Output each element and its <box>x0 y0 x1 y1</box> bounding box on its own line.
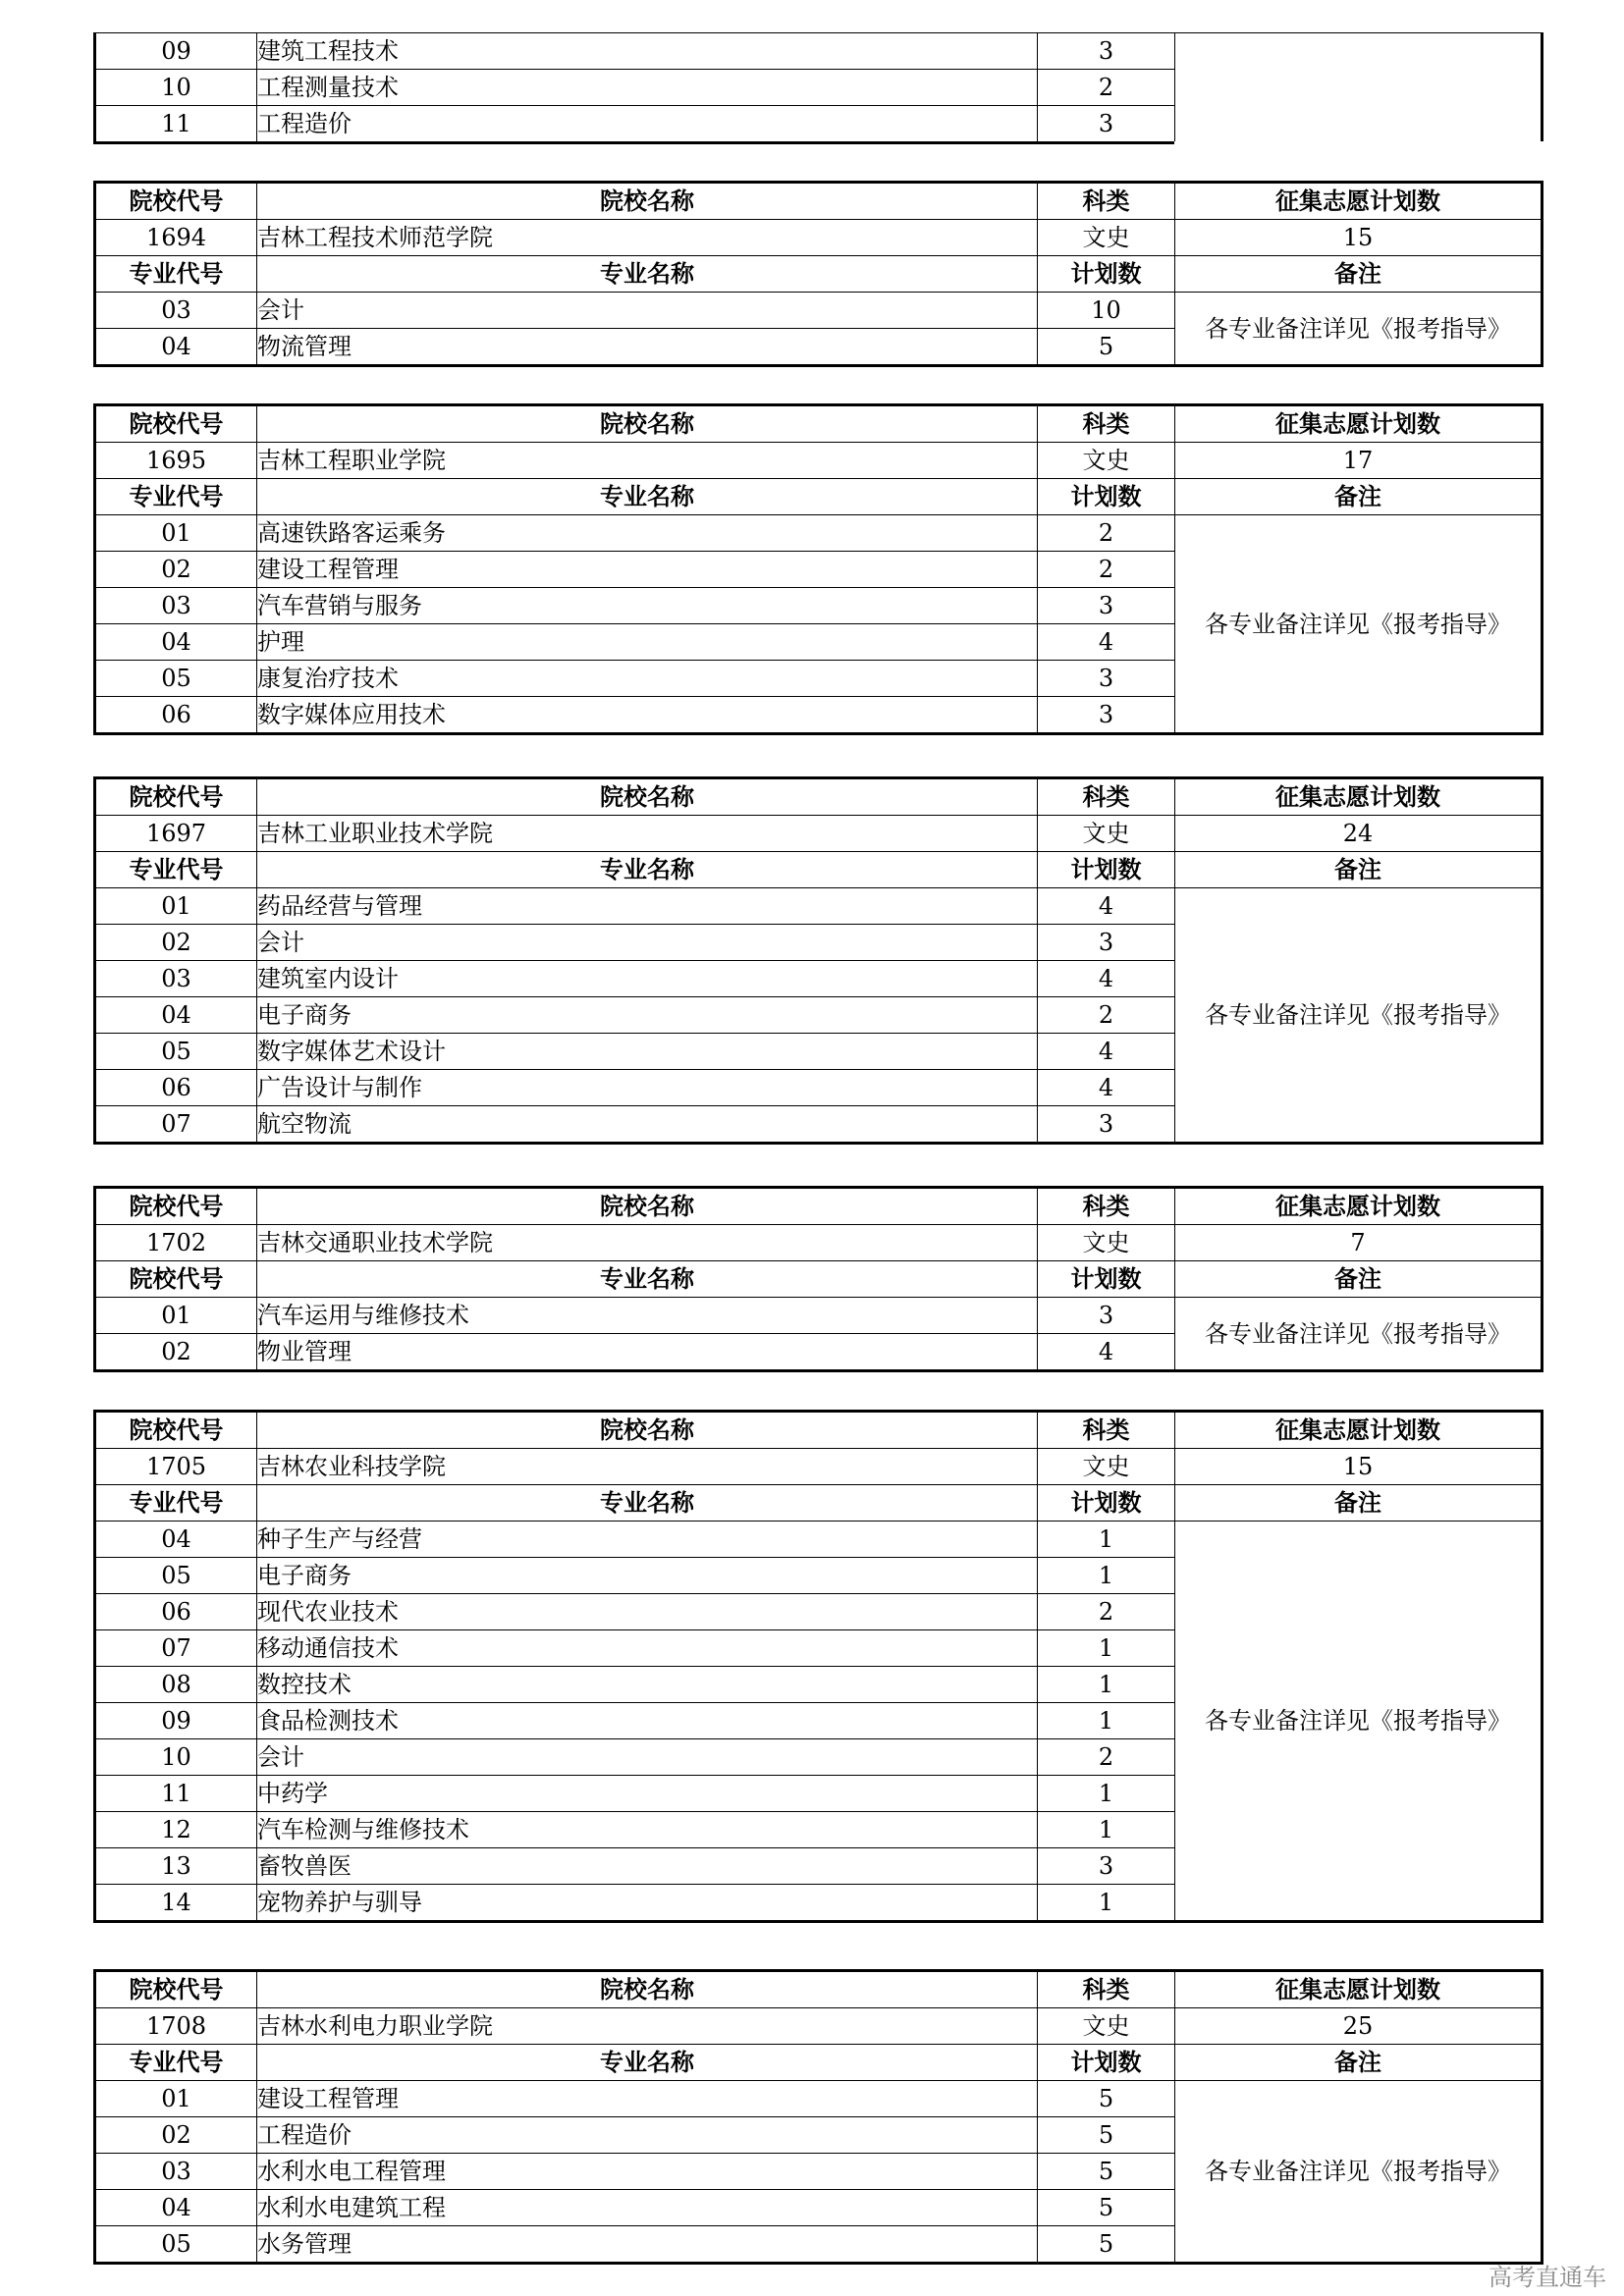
major-code: 07 <box>95 1106 257 1144</box>
major-header-row <box>95 2045 1543 2081</box>
major-plan: 1 <box>1038 1812 1175 1848</box>
major-name: 水务管理 <box>257 2226 1038 2264</box>
school-quota: 15 <box>1175 220 1543 256</box>
continuation-table <box>93 32 1543 144</box>
quota-header: 征集志愿计划数 <box>1175 1971 1543 2008</box>
school-name: 吉林水利电力职业学院 <box>257 2008 1038 2045</box>
major-code: 04 <box>95 997 257 1034</box>
major-code: 01 <box>95 888 257 925</box>
major-name: 种子生产与经营 <box>257 1522 1038 1558</box>
school-code: 1697 <box>95 816 257 852</box>
major-plan: 1 <box>1038 1558 1175 1594</box>
major-name: 数字媒体应用技术 <box>257 697 1038 734</box>
major-name: 会计 <box>257 293 1038 329</box>
major-name-header: 专业名称 <box>257 852 1038 888</box>
school-name-header: 院校名称 <box>257 183 1038 220</box>
major-name: 水利水电工程管理 <box>257 2154 1038 2190</box>
watermark: 高考直通车 <box>1489 2264 1606 2291</box>
major-name: 建筑工程技术 <box>257 33 1038 70</box>
school-code: 1708 <box>95 2008 257 2045</box>
major-code-header: 专业代号 <box>95 852 257 888</box>
school-name-header: 院校名称 <box>257 1971 1038 2008</box>
major-code-header: 院校代号 <box>95 1261 257 1298</box>
school-table <box>93 1969 1543 2265</box>
major-plan: 3 <box>1038 925 1175 961</box>
major-name: 航空物流 <box>257 1106 1038 1144</box>
major-name-header: 专业名称 <box>257 479 1038 515</box>
school-quota: 15 <box>1175 1449 1543 1485</box>
major-name: 电子商务 <box>257 997 1038 1034</box>
major-code: 02 <box>95 2117 257 2154</box>
major-name: 工程测量技术 <box>257 70 1038 106</box>
remark-header: 备注 <box>1175 479 1543 515</box>
major-code: 06 <box>95 1070 257 1106</box>
major-code: 10 <box>95 70 257 106</box>
major-name: 建设工程管理 <box>257 2081 1038 2117</box>
major-header-row <box>95 256 1543 293</box>
major-code: 08 <box>95 1667 257 1703</box>
quota-header: 征集志愿计划数 <box>1175 405 1543 443</box>
school-name: 吉林工业职业技术学院 <box>257 816 1038 852</box>
major-code: 02 <box>95 1334 257 1371</box>
category-header: 科类 <box>1038 1971 1175 2008</box>
plan-header: 计划数 <box>1038 479 1175 515</box>
major-code: 01 <box>95 1298 257 1334</box>
major-row <box>95 33 1543 70</box>
school-category: 文史 <box>1038 816 1175 852</box>
major-code: 05 <box>95 1558 257 1594</box>
major-code: 04 <box>95 2190 257 2226</box>
major-plan: 3 <box>1038 33 1175 70</box>
school-name-header: 院校名称 <box>257 405 1038 443</box>
school-name-header: 院校名称 <box>257 778 1038 816</box>
school-info-row <box>95 2008 1543 2045</box>
quota-header: 征集志愿计划数 <box>1175 778 1543 816</box>
major-code: 02 <box>95 925 257 961</box>
school-name: 吉林农业科技学院 <box>257 1449 1038 1485</box>
school-info-row <box>95 443 1543 479</box>
major-plan: 2 <box>1038 515 1175 552</box>
major-row <box>95 1298 1543 1334</box>
major-name: 水利水电建筑工程 <box>257 2190 1038 2226</box>
school-header-row <box>95 1188 1543 1225</box>
school-name: 吉林工程职业学院 <box>257 443 1038 479</box>
major-code: 05 <box>95 661 257 697</box>
major-plan: 1 <box>1038 1885 1175 1922</box>
plan-header: 计划数 <box>1038 852 1175 888</box>
major-plan: 5 <box>1038 2226 1175 2264</box>
major-code: 05 <box>95 1034 257 1070</box>
major-name: 宠物养护与驯导 <box>257 1885 1038 1922</box>
plan-header: 计划数 <box>1038 2045 1175 2081</box>
major-header-row <box>95 852 1543 888</box>
school-quota: 7 <box>1175 1225 1543 1261</box>
quota-header: 征集志愿计划数 <box>1175 183 1543 220</box>
school-quota: 24 <box>1175 816 1543 852</box>
major-code: 06 <box>95 697 257 734</box>
major-plan: 2 <box>1038 997 1175 1034</box>
major-code: 05 <box>95 2226 257 2264</box>
school-code-header: 院校代号 <box>95 183 257 220</box>
major-plan: 3 <box>1038 1848 1175 1885</box>
major-name-header: 专业名称 <box>257 1261 1038 1298</box>
school-info-row <box>95 816 1543 852</box>
school-header-row <box>95 1412 1543 1449</box>
school-category: 文史 <box>1038 1449 1175 1485</box>
major-code-header: 专业代号 <box>95 256 257 293</box>
plan-header: 计划数 <box>1038 1485 1175 1522</box>
major-name: 数控技术 <box>257 1667 1038 1703</box>
remark-header: 备注 <box>1175 852 1543 888</box>
major-plan: 2 <box>1038 552 1175 588</box>
school-table <box>93 181 1543 367</box>
major-name: 会计 <box>257 925 1038 961</box>
school-category: 文史 <box>1038 2008 1175 2045</box>
major-row <box>95 888 1543 925</box>
major-plan: 1 <box>1038 1703 1175 1739</box>
remark-cell <box>1175 33 1543 143</box>
major-name: 移动通信技术 <box>257 1630 1038 1667</box>
major-name: 汽车运用与维修技术 <box>257 1298 1038 1334</box>
school-code-header: 院校代号 <box>95 1412 257 1449</box>
school-name-header: 院校名称 <box>257 1412 1038 1449</box>
school-header-row <box>95 1971 1543 2008</box>
school-category: 文史 <box>1038 220 1175 256</box>
major-code-header: 专业代号 <box>95 479 257 515</box>
major-plan: 4 <box>1038 624 1175 661</box>
major-row <box>95 1522 1543 1558</box>
school-table <box>93 776 1543 1145</box>
major-plan: 2 <box>1038 70 1175 106</box>
remark-text: 各专业备注详见《报考指导》 <box>1175 1522 1543 1922</box>
remark-text: 各专业备注详见《报考指导》 <box>1175 888 1543 1144</box>
major-plan: 3 <box>1038 588 1175 624</box>
category-header: 科类 <box>1038 1412 1175 1449</box>
category-header: 科类 <box>1038 778 1175 816</box>
major-name: 物流管理 <box>257 329 1038 366</box>
major-code: 02 <box>95 552 257 588</box>
major-code: 09 <box>95 33 257 70</box>
school-category: 文史 <box>1038 1225 1175 1261</box>
major-plan: 3 <box>1038 1298 1175 1334</box>
major-plan: 1 <box>1038 1630 1175 1667</box>
major-name-header: 专业名称 <box>257 1485 1038 1522</box>
quota-header: 征集志愿计划数 <box>1175 1188 1543 1225</box>
major-name: 护理 <box>257 624 1038 661</box>
major-code: 11 <box>95 106 257 143</box>
major-name: 药品经营与管理 <box>257 888 1038 925</box>
school-quota: 17 <box>1175 443 1543 479</box>
major-code: 12 <box>95 1812 257 1848</box>
major-name: 建设工程管理 <box>257 552 1038 588</box>
major-name: 中药学 <box>257 1776 1038 1812</box>
major-plan: 4 <box>1038 961 1175 997</box>
major-code: 13 <box>95 1848 257 1885</box>
quota-header: 征集志愿计划数 <box>1175 1412 1543 1449</box>
remark-header: 备注 <box>1175 2045 1543 2081</box>
major-code-header: 专业代号 <box>95 2045 257 2081</box>
category-header: 科类 <box>1038 1188 1175 1225</box>
major-row <box>95 293 1543 329</box>
school-quota: 25 <box>1175 2008 1543 2045</box>
major-code: 09 <box>95 1703 257 1739</box>
school-info-row <box>95 1225 1543 1261</box>
remark-header: 备注 <box>1175 1485 1543 1522</box>
major-code: 01 <box>95 515 257 552</box>
school-table <box>93 1410 1543 1923</box>
major-code: 10 <box>95 1739 257 1776</box>
major-plan: 5 <box>1038 2117 1175 2154</box>
school-info-row <box>95 1449 1543 1485</box>
major-code-header: 专业代号 <box>95 1485 257 1522</box>
major-plan: 5 <box>1038 2154 1175 2190</box>
school-code: 1694 <box>95 220 257 256</box>
school-header-row <box>95 778 1543 816</box>
remark-text: 各专业备注详见《报考指导》 <box>1175 293 1543 366</box>
school-info-row <box>95 220 1543 256</box>
major-header-row <box>95 479 1543 515</box>
major-plan: 3 <box>1038 697 1175 734</box>
major-header-row <box>95 1261 1543 1298</box>
major-code: 03 <box>95 2154 257 2190</box>
major-code: 03 <box>95 293 257 329</box>
major-code: 06 <box>95 1594 257 1630</box>
remark-text: 各专业备注详见《报考指导》 <box>1175 515 1543 734</box>
major-plan: 1 <box>1038 1667 1175 1703</box>
school-table <box>93 1186 1543 1372</box>
major-row <box>95 2081 1543 2117</box>
remark-text: 各专业备注详见《报考指导》 <box>1175 1298 1543 1371</box>
school-table <box>93 403 1543 735</box>
major-name: 会计 <box>257 1739 1038 1776</box>
major-plan: 2 <box>1038 1594 1175 1630</box>
major-plan: 10 <box>1038 293 1175 329</box>
major-code: 04 <box>95 624 257 661</box>
remark-header: 备注 <box>1175 256 1543 293</box>
school-code: 1695 <box>95 443 257 479</box>
school-header-row <box>95 183 1543 220</box>
major-name: 现代农业技术 <box>257 1594 1038 1630</box>
major-name: 食品检测技术 <box>257 1703 1038 1739</box>
major-name: 工程造价 <box>257 2117 1038 2154</box>
major-name: 汽车营销与服务 <box>257 588 1038 624</box>
major-plan: 4 <box>1038 1334 1175 1371</box>
major-plan: 1 <box>1038 1776 1175 1812</box>
major-name: 康复治疗技术 <box>257 661 1038 697</box>
major-plan: 3 <box>1038 106 1175 143</box>
major-code: 04 <box>95 329 257 366</box>
major-name: 电子商务 <box>257 1558 1038 1594</box>
major-name-header: 专业名称 <box>257 256 1038 293</box>
major-name: 高速铁路客运乘务 <box>257 515 1038 552</box>
category-header: 科类 <box>1038 183 1175 220</box>
school-name-header: 院校名称 <box>257 1188 1038 1225</box>
major-code: 03 <box>95 588 257 624</box>
major-code: 11 <box>95 1776 257 1812</box>
school-name: 吉林交通职业技术学院 <box>257 1225 1038 1261</box>
major-plan: 5 <box>1038 329 1175 366</box>
major-name: 数字媒体艺术设计 <box>257 1034 1038 1070</box>
major-plan: 4 <box>1038 1034 1175 1070</box>
school-code-header: 院校代号 <box>95 405 257 443</box>
major-name: 畜牧兽医 <box>257 1848 1038 1885</box>
school-header-row <box>95 405 1543 443</box>
major-name-header: 专业名称 <box>257 2045 1038 2081</box>
school-category: 文史 <box>1038 443 1175 479</box>
major-row <box>95 515 1543 552</box>
major-plan: 5 <box>1038 2190 1175 2226</box>
major-plan: 3 <box>1038 1106 1175 1144</box>
major-name: 汽车检测与维修技术 <box>257 1812 1038 1848</box>
major-name: 物业管理 <box>257 1334 1038 1371</box>
major-plan: 4 <box>1038 888 1175 925</box>
school-code: 1702 <box>95 1225 257 1261</box>
remark-text: 各专业备注详见《报考指导》 <box>1175 2081 1543 2264</box>
major-name: 广告设计与制作 <box>257 1070 1038 1106</box>
major-code: 14 <box>95 1885 257 1922</box>
major-plan: 2 <box>1038 1739 1175 1776</box>
major-plan: 3 <box>1038 661 1175 697</box>
plan-header: 计划数 <box>1038 1261 1175 1298</box>
school-code-header: 院校代号 <box>95 1188 257 1225</box>
school-code: 1705 <box>95 1449 257 1485</box>
major-code: 04 <box>95 1522 257 1558</box>
plan-header: 计划数 <box>1038 256 1175 293</box>
remark-header: 备注 <box>1175 1261 1543 1298</box>
major-plan: 5 <box>1038 2081 1175 2117</box>
major-plan: 4 <box>1038 1070 1175 1106</box>
major-code: 07 <box>95 1630 257 1667</box>
category-header: 科类 <box>1038 405 1175 443</box>
school-code-header: 院校代号 <box>95 778 257 816</box>
school-code-header: 院校代号 <box>95 1971 257 2008</box>
major-name: 建筑室内设计 <box>257 961 1038 997</box>
school-name: 吉林工程技术师范学院 <box>257 220 1038 256</box>
major-plan: 1 <box>1038 1522 1175 1558</box>
major-header-row <box>95 1485 1543 1522</box>
major-name: 工程造价 <box>257 106 1038 143</box>
major-code: 03 <box>95 961 257 997</box>
major-code: 01 <box>95 2081 257 2117</box>
